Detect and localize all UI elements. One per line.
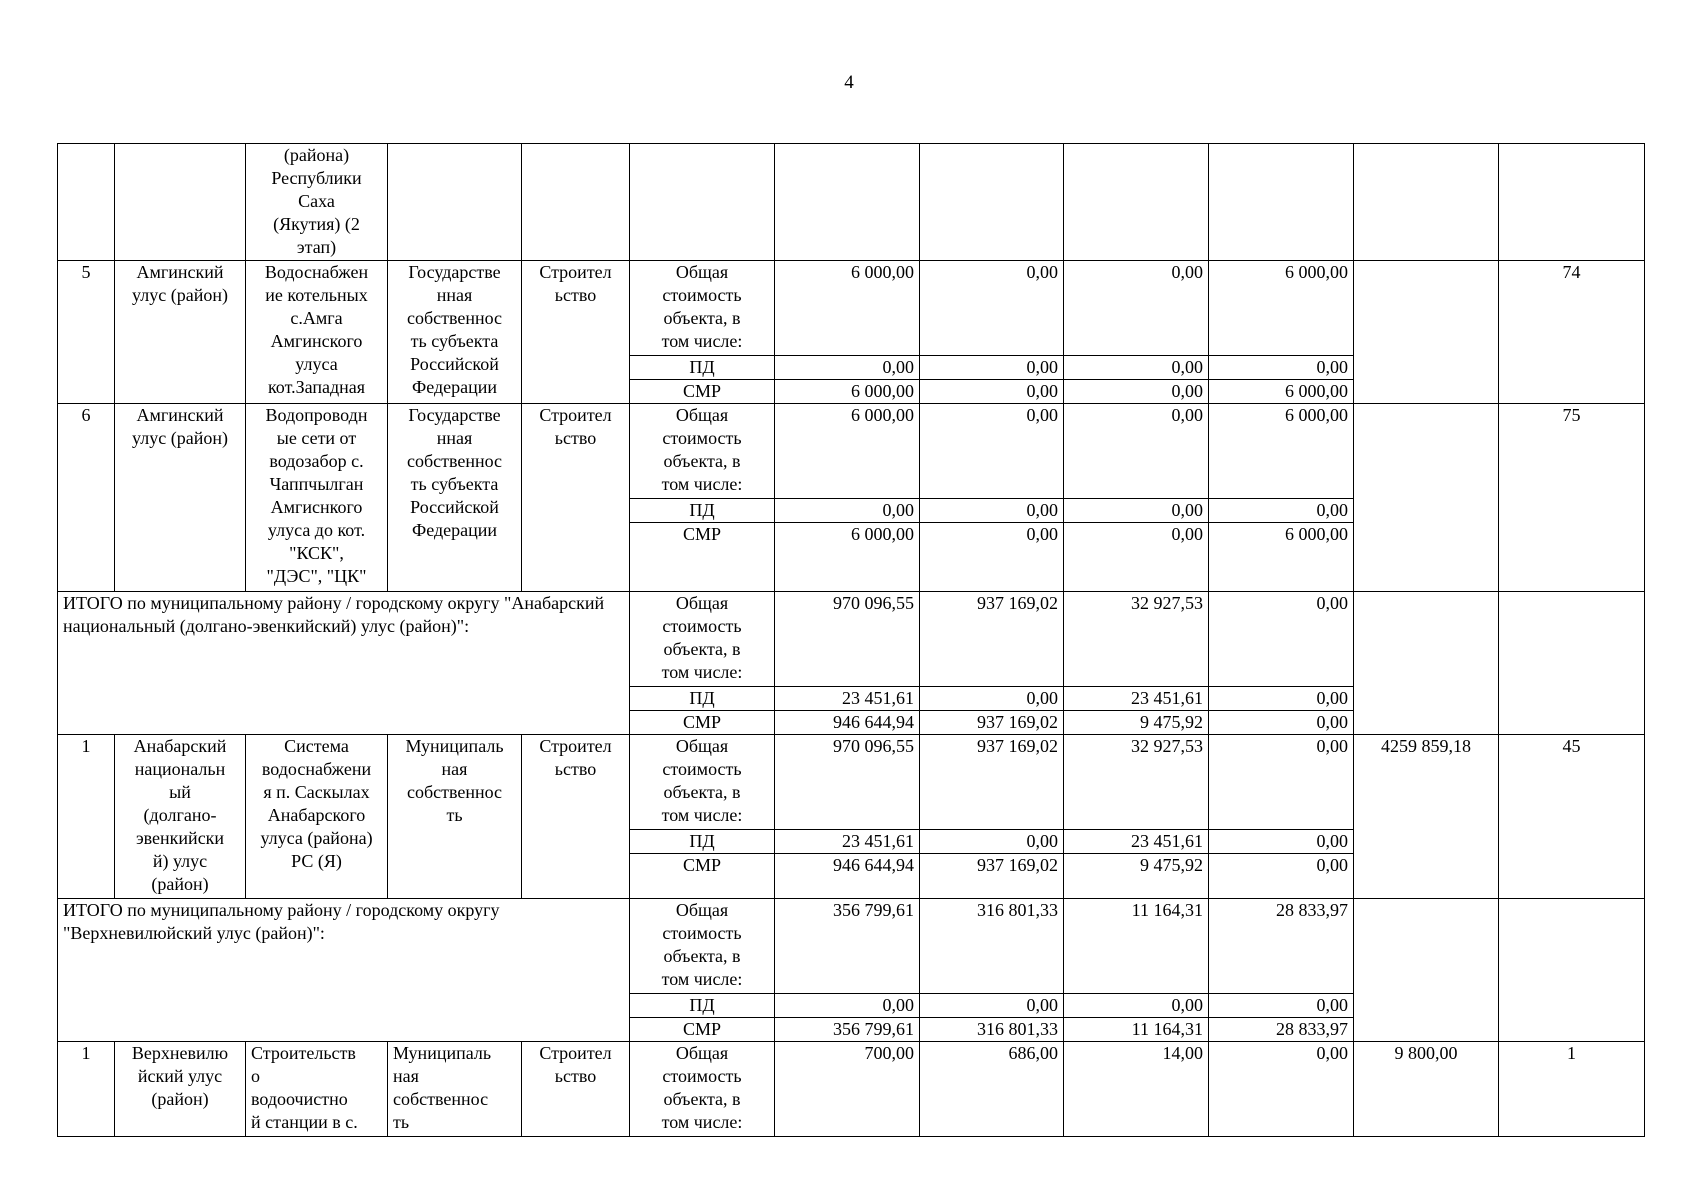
value-cell: 6 000,00	[1209, 404, 1354, 499]
value-cell: 0,00	[1209, 830, 1354, 854]
value-cell: 0,00	[920, 994, 1064, 1018]
value-cell: 32 927,53	[1064, 735, 1209, 830]
value-cell: 6 000,00	[1209, 380, 1354, 404]
object-name-cell: Строительств о водоочистно й станции в с.	[246, 1042, 388, 1137]
capacity-cell	[1354, 261, 1499, 404]
smr-label: СМР	[630, 523, 775, 592]
object-name-cell: Водопроводн ые сети от водозабор с. Чаппчылган Амгиснкого улуса до кот. "КСК", "ДЭС", "ЦК"	[246, 404, 388, 592]
total-cost-label: Общая стоимость объекта, в том числе:	[630, 592, 775, 687]
pd-label: ПД	[630, 499, 775, 523]
value-cell: 970 096,55	[775, 592, 920, 687]
table-row	[58, 404, 1645, 499]
row-number: 1	[58, 735, 115, 899]
value-cell: 6 000,00	[775, 261, 920, 356]
work-type-cell: Строител ьство	[522, 261, 630, 404]
smr-label: СМР	[630, 854, 775, 899]
code-cell: 45	[1499, 735, 1645, 899]
value-cell: 0,00	[1209, 994, 1354, 1018]
capacity-cell	[1354, 404, 1499, 592]
total-cost-label: Общая стоимость объекта, в том числе:	[630, 1042, 775, 1137]
code-cell: 75	[1499, 404, 1645, 592]
total-cost-label: Общая стоимость объекта, в том числе:	[630, 735, 775, 830]
smr-label: СМР	[630, 1018, 775, 1042]
smr-label: СМР	[630, 380, 775, 404]
value-cell: 0,00	[1209, 592, 1354, 687]
value-cell: 0,00	[920, 356, 1064, 380]
cell	[115, 144, 246, 261]
district-cell: Верхневилю йский улус (район)	[115, 1042, 246, 1137]
value-cell: 970 096,55	[775, 735, 920, 830]
row-number: 1	[58, 1042, 115, 1137]
cell	[522, 144, 630, 261]
value-cell: 23 451,61	[775, 687, 920, 711]
cell	[1499, 592, 1645, 735]
value-cell: 0,00	[1064, 356, 1209, 380]
work-type-cell: Строител ьство	[522, 1042, 630, 1137]
row-number: 5	[58, 261, 115, 404]
cell	[920, 144, 1064, 261]
value-cell: 0,00	[1209, 499, 1354, 523]
value-cell: 0,00	[920, 523, 1064, 592]
value-cell: 11 164,31	[1064, 1018, 1209, 1042]
value-cell: 0,00	[920, 380, 1064, 404]
value-cell: 28 833,97	[1209, 899, 1354, 994]
capacity-cell: 4259 859,18	[1354, 735, 1499, 899]
value-cell: 0,00	[775, 499, 920, 523]
object-name-cell: Система водоснабжени я п. Саскылах Анабарского улуса (района) РС (Я)	[246, 735, 388, 899]
table-row	[58, 735, 1645, 830]
table-row	[58, 144, 1645, 261]
value-cell: 0,00	[920, 261, 1064, 356]
value-cell: 0,00	[1064, 404, 1209, 499]
pd-label: ПД	[630, 830, 775, 854]
value-cell: 0,00	[1209, 854, 1354, 899]
value-cell: 23 451,61	[775, 830, 920, 854]
cell	[1209, 144, 1354, 261]
value-cell: 0,00	[920, 830, 1064, 854]
capacity-cell: 9 800,00	[1354, 1042, 1499, 1137]
value-cell: 0,00	[1209, 356, 1354, 380]
value-cell: 0,00	[1064, 380, 1209, 404]
value-cell: 0,00	[920, 687, 1064, 711]
value-cell: 32 927,53	[1064, 592, 1209, 687]
value-cell: 14,00	[1064, 1042, 1209, 1137]
cell	[1064, 144, 1209, 261]
value-cell: 0,00	[1209, 711, 1354, 735]
object-name-cell: (района) Республики Саха (Якутия) (2 этап)	[246, 144, 388, 261]
value-cell: 700,00	[775, 1042, 920, 1137]
cell	[1499, 144, 1645, 261]
value-cell: 28 833,97	[1209, 1018, 1354, 1042]
value-cell: 6 000,00	[1209, 261, 1354, 356]
value-cell: 0,00	[1209, 735, 1354, 830]
value-cell: 0,00	[920, 404, 1064, 499]
value-cell: 6 000,00	[775, 380, 920, 404]
cell	[1354, 899, 1499, 1042]
value-cell: 356 799,61	[775, 1018, 920, 1042]
ownership-cell: Государстве нная собственнос ть субъекта Российской Федерации	[388, 261, 522, 404]
value-cell: 316 801,33	[920, 899, 1064, 994]
value-cell: 0,00	[1209, 687, 1354, 711]
value-cell: 0,00	[775, 994, 920, 1018]
work-type-cell: Строител ьство	[522, 735, 630, 899]
value-cell: 0,00	[1064, 523, 1209, 592]
value-cell: 0,00	[1209, 1042, 1354, 1137]
value-cell: 23 451,61	[1064, 830, 1209, 854]
pd-label: ПД	[630, 356, 775, 380]
table-row	[58, 1042, 1645, 1137]
value-cell: 6 000,00	[1209, 523, 1354, 592]
ownership-cell: Муниципаль ная собственнос ть	[388, 1042, 522, 1137]
cell	[775, 144, 920, 261]
value-cell: 937 169,02	[920, 592, 1064, 687]
table-row	[58, 899, 1645, 994]
total-cost-label: Общая стоимость объекта, в том числе:	[630, 899, 775, 994]
value-cell: 686,00	[920, 1042, 1064, 1137]
cell	[1354, 592, 1499, 735]
value-cell: 937 169,02	[920, 711, 1064, 735]
value-cell: 946 644,94	[775, 711, 920, 735]
value-cell: 23 451,61	[1064, 687, 1209, 711]
total-cost-label: Общая стоимость объекта, в том числе:	[630, 404, 775, 499]
work-type-cell: Строител ьство	[522, 404, 630, 592]
pd-label: ПД	[630, 994, 775, 1018]
table-row	[58, 592, 1645, 687]
value-cell: 0,00	[920, 499, 1064, 523]
value-cell: 937 169,02	[920, 735, 1064, 830]
cell	[388, 144, 522, 261]
value-cell: 9 475,92	[1064, 854, 1209, 899]
cell	[1499, 899, 1645, 1042]
value-cell: 356 799,61	[775, 899, 920, 994]
value-cell: 6 000,00	[775, 523, 920, 592]
smr-label: СМР	[630, 711, 775, 735]
ownership-cell: Государстве нная собственнос ть субъекта Российской Федерации	[388, 404, 522, 592]
subtotal-label: ИТОГО по муниципальному району / городскому округу "Верхневилюйский улус (район)":	[58, 899, 630, 1042]
value-cell: 6 000,00	[775, 404, 920, 499]
value-cell: 937 169,02	[920, 854, 1064, 899]
code-cell: 1	[1499, 1042, 1645, 1137]
value-cell: 946 644,94	[775, 854, 920, 899]
cell	[58, 144, 115, 261]
value-cell: 0,00	[1064, 499, 1209, 523]
total-cost-label: Общая стоимость объекта, в том числе:	[630, 261, 775, 356]
pd-label: ПД	[630, 687, 775, 711]
row-number: 6	[58, 404, 115, 592]
page-number: 4	[844, 72, 854, 93]
cell	[630, 144, 775, 261]
object-name-cell: Водоснабжен ие котельных с.Амга Амгинского улуса кот.Западная	[246, 261, 388, 404]
ownership-cell: Муниципаль ная собственнос ть	[388, 735, 522, 899]
value-cell: 9 475,92	[1064, 711, 1209, 735]
value-cell: 0,00	[1064, 261, 1209, 356]
district-cell: Амгинский улус (район)	[115, 261, 246, 404]
value-cell: 0,00	[775, 356, 920, 380]
district-cell: Анабарский национальн ый (долгано- эвенкийски й) улус (район)	[115, 735, 246, 899]
investment-table	[57, 143, 1645, 1137]
district-cell: Амгинский улус (район)	[115, 404, 246, 592]
subtotal-label: ИТОГО по муниципальному району / городскому округу "Анабарский национальный (долгано-эвенкийский) улус (район)":	[58, 592, 630, 735]
value-cell: 0,00	[1064, 994, 1209, 1018]
code-cell: 74	[1499, 261, 1645, 404]
table-row	[58, 261, 1645, 356]
value-cell: 316 801,33	[920, 1018, 1064, 1042]
cell	[1354, 144, 1499, 261]
value-cell: 11 164,31	[1064, 899, 1209, 994]
